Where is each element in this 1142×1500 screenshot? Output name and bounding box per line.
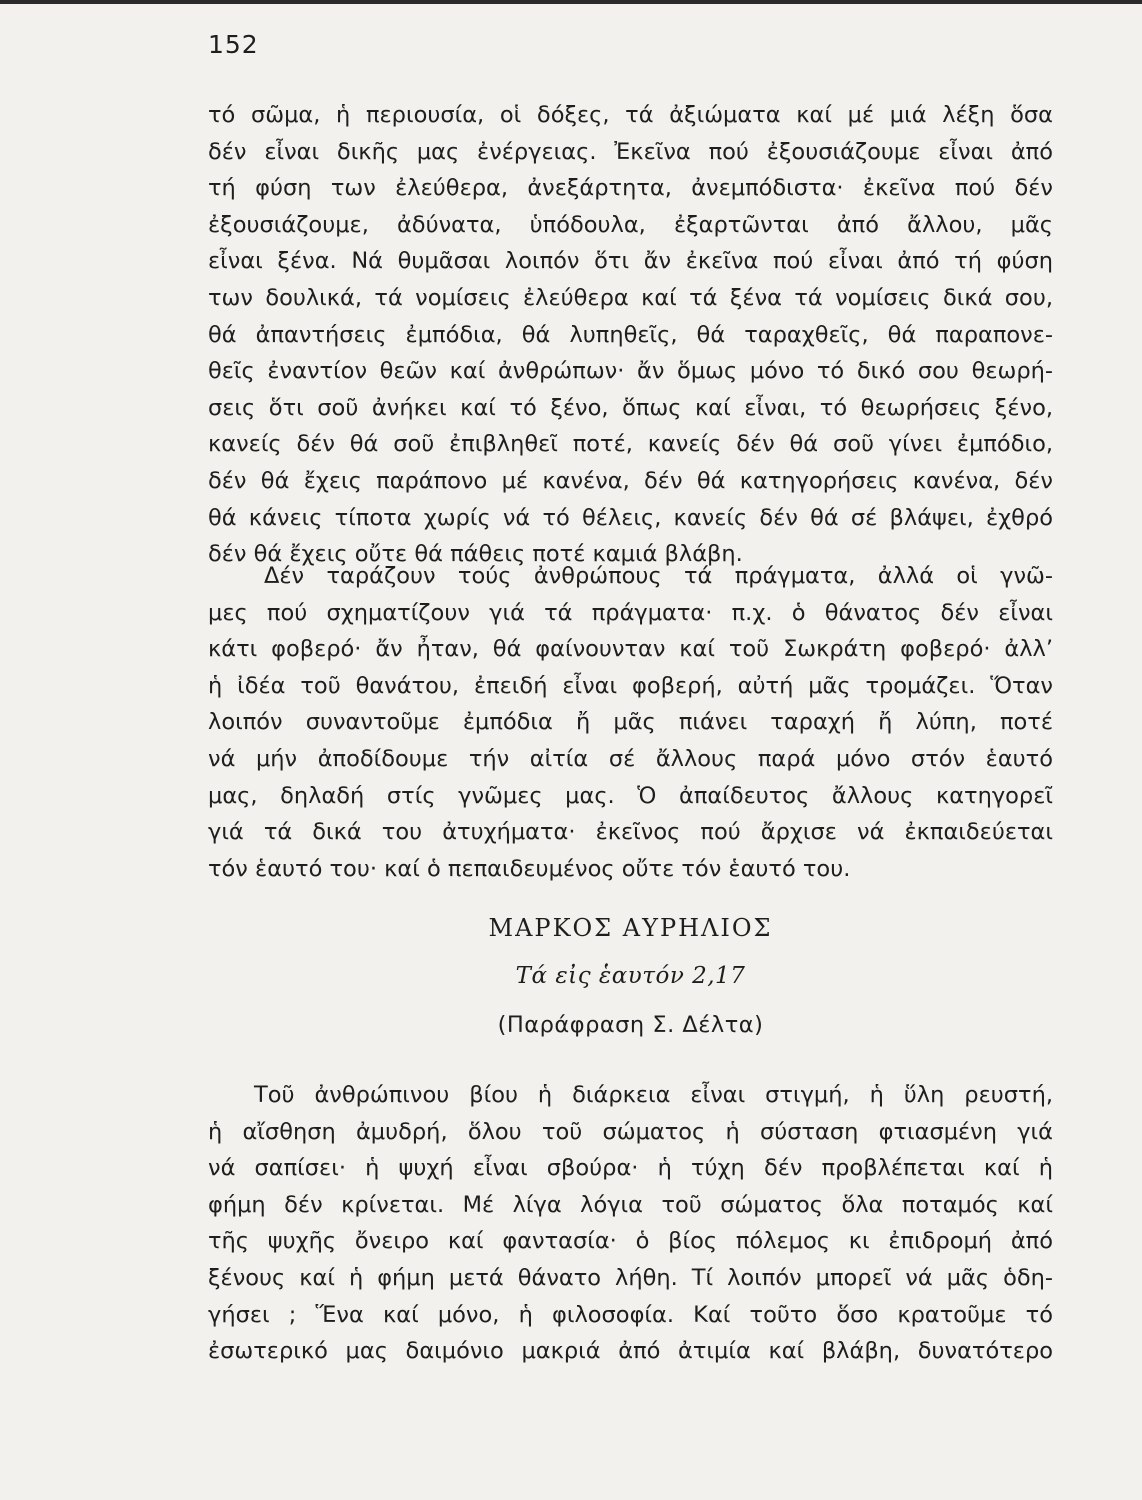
text-line: γήσει ; Ἕνα καί μόνο, ἡ φιλοσοφία. Καί τοῦτο ὅσο κρατοῦμε τό [208, 1301, 1053, 1328]
text-line: τῆς ψυχῆς ὄνειρο καί φαντασία· ὁ βίος πόλεμος κι ἐπιδρομή ἀπό [208, 1228, 1053, 1255]
text-line: των δουλικά, τά νομίσεις ἐλεύθερα καί τά ξένα τά νομίσεις δικά σου, [208, 284, 1053, 311]
text-line: θά κάνεις τίποτα χωρίς νά τό θέλεις, κανείς δέν θά σέ βλάψει, ἐχθρό [208, 504, 1053, 531]
text-line: ἡ ἰδέα τοῦ θανάτου, ἐπειδή εἶναι φοβερή, αὐτή μᾶς τρομάζει. Ὅταν [208, 672, 1053, 699]
text-line: φήμη δέν κρίνεται. Μέ λίγα λόγια τοῦ σώματος ὅλα ποταμός καί [208, 1191, 1053, 1218]
page-top-edge [0, 0, 1142, 4]
text-line: ξένους καί ἡ φήμη μετά θάνατο λήθη. Τί λοιπόν μπορεῖ νά μᾶς ὁδη- [208, 1264, 1053, 1291]
page-number: 152 [208, 30, 259, 59]
text-line: λοιπόν συναντοῦμε ἐμπόδια ἤ μᾶς πιάνει ταραχή ἤ λύπη, ποτέ [208, 709, 1053, 736]
paragraph-epictetus-2 [208, 558, 1053, 887]
text-line: κανείς δέν θά σοῦ ἐπιβληθεῖ ποτέ, κανείς δέν θά σοῦ γίνει ἐμπόδιο, [208, 431, 1053, 458]
text-line: γιά τά δικά του ἀτυχήματα· ἐκεῖνος πού ἄρχισε νά ἐκπαιδεύεται [208, 819, 1053, 846]
text-line: δέν θά ἔχεις οὔτε θά πάθεις ποτέ καμιά βλάβη. [208, 541, 743, 568]
text-line: νά σαπίσει· ἡ ψυχή εἶναι σβούρα· ἡ τύχη δέν προβλέπεται καί ἡ [208, 1155, 1053, 1182]
quote-author-heading: ΜΑΡΚΟΣ ΑΥΡΗΛΙΟΣ [488, 914, 773, 942]
text-line: μες πού σχηματίζουν γιά τά πράγματα· π.χ. ὁ θάνατος δέν εἶναι [208, 599, 1053, 626]
text-line-indented: Δέν ταράζουν τούς ἀνθρώπους τά πράγματα, ἀλλά οἱ γνῶ- [264, 563, 1053, 589]
text-line: τό σῶμα, ἡ περιουσία, οἱ δόξες, τά ἀξιώματα καί μέ μιά λέξη ὅσα [208, 102, 1053, 128]
text-line: νά μήν ἀποδίδουμε τήν αἰτία σέ ἄλλους παρά μόνο στόν ἑαυτό [208, 745, 1053, 772]
text-line: σεις ὅτι σοῦ ἀνήκει καί τό ξένο, ὅπως καί εἶναι, τό θεωρήσεις ξένο, [208, 394, 1053, 421]
text-line-indented: Τοῦ ἀνθρώπινου βίου ἡ διάρκεια εἶναι στιγμή, ἡ ὕλη ρευστή, [254, 1082, 1053, 1108]
text-line: ἐσωτερικό μας δαιμόνιο μακριά ἀπό ἀτιμία καί βλάβη, δυνατότερο [208, 1338, 1053, 1365]
text-line: εἶναι ξένα. Νά θυμᾶσαι λοιπόν ὅτι ἄν ἐκεῖνα πού εἶναι ἀπό τή φύση [208, 248, 1053, 275]
text-line: δέν θά ἔχεις παράπονο μέ κανένα, δέν θά κατηγορήσεις κανένα, δέν [208, 467, 1053, 494]
paragraph-epictetus-1 [208, 97, 1053, 573]
text-line: κάτι φοβερό· ἄν ἦταν, θά φαίνουνταν καί τοῦ Σωκράτη φοβερό· ἀλλ’ [208, 636, 1053, 663]
text-line: τόν ἑαυτό του· καί ὁ πεπαιδευμένος οὔτε τόν ἑαυτό του. [208, 855, 851, 882]
text-line: τή φύση των ἐλεύθερα, ἀνεξάρτητα, ἀνεμπόδιστα· ἐκεῖνα πού δέν [208, 175, 1053, 202]
text-line: θά ἀπαντήσεις ἐμπόδια, θά λυπηθεῖς, θά ταραχθεῖς, θά παραπονε- [208, 321, 1053, 348]
text-line: ἐξουσιάζουμε, ἀδύνατα, ὑπόδουλα, ἐξαρτῶνται ἀπό ἄλλου, μᾶς [208, 211, 1053, 238]
text-line: μας, δηλαδή στίς γνῶμες μας. Ὁ ἀπαίδευτος ἄλλους κατηγορεῖ [208, 782, 1053, 809]
paragraph-marcus-aurelius [208, 1077, 1053, 1370]
text-line: ἡ αἴσθηση ἀμυδρή, ὅλου τοῦ σώματος ἡ σύσταση φτιασμένη γιά [208, 1118, 1053, 1145]
text-line: δέν εἶναι δικῆς μας ἐνέργειας. Ἐκεῖνα πού ἐξουσιάζουμε εἶναι ἀπό [208, 138, 1053, 165]
quote-work-title: Τά εἰς ἑαυτόν 2,17 [515, 963, 746, 989]
text-line: θεῖς ἐναντίον θεῶν καί ἀνθρώπων· ἄν ὅμως μόνο τό δικό σου θεωρή- [208, 358, 1053, 385]
quote-paraphrase-credit: (Παράφραση Σ. Δέλτα) [497, 1012, 764, 1038]
